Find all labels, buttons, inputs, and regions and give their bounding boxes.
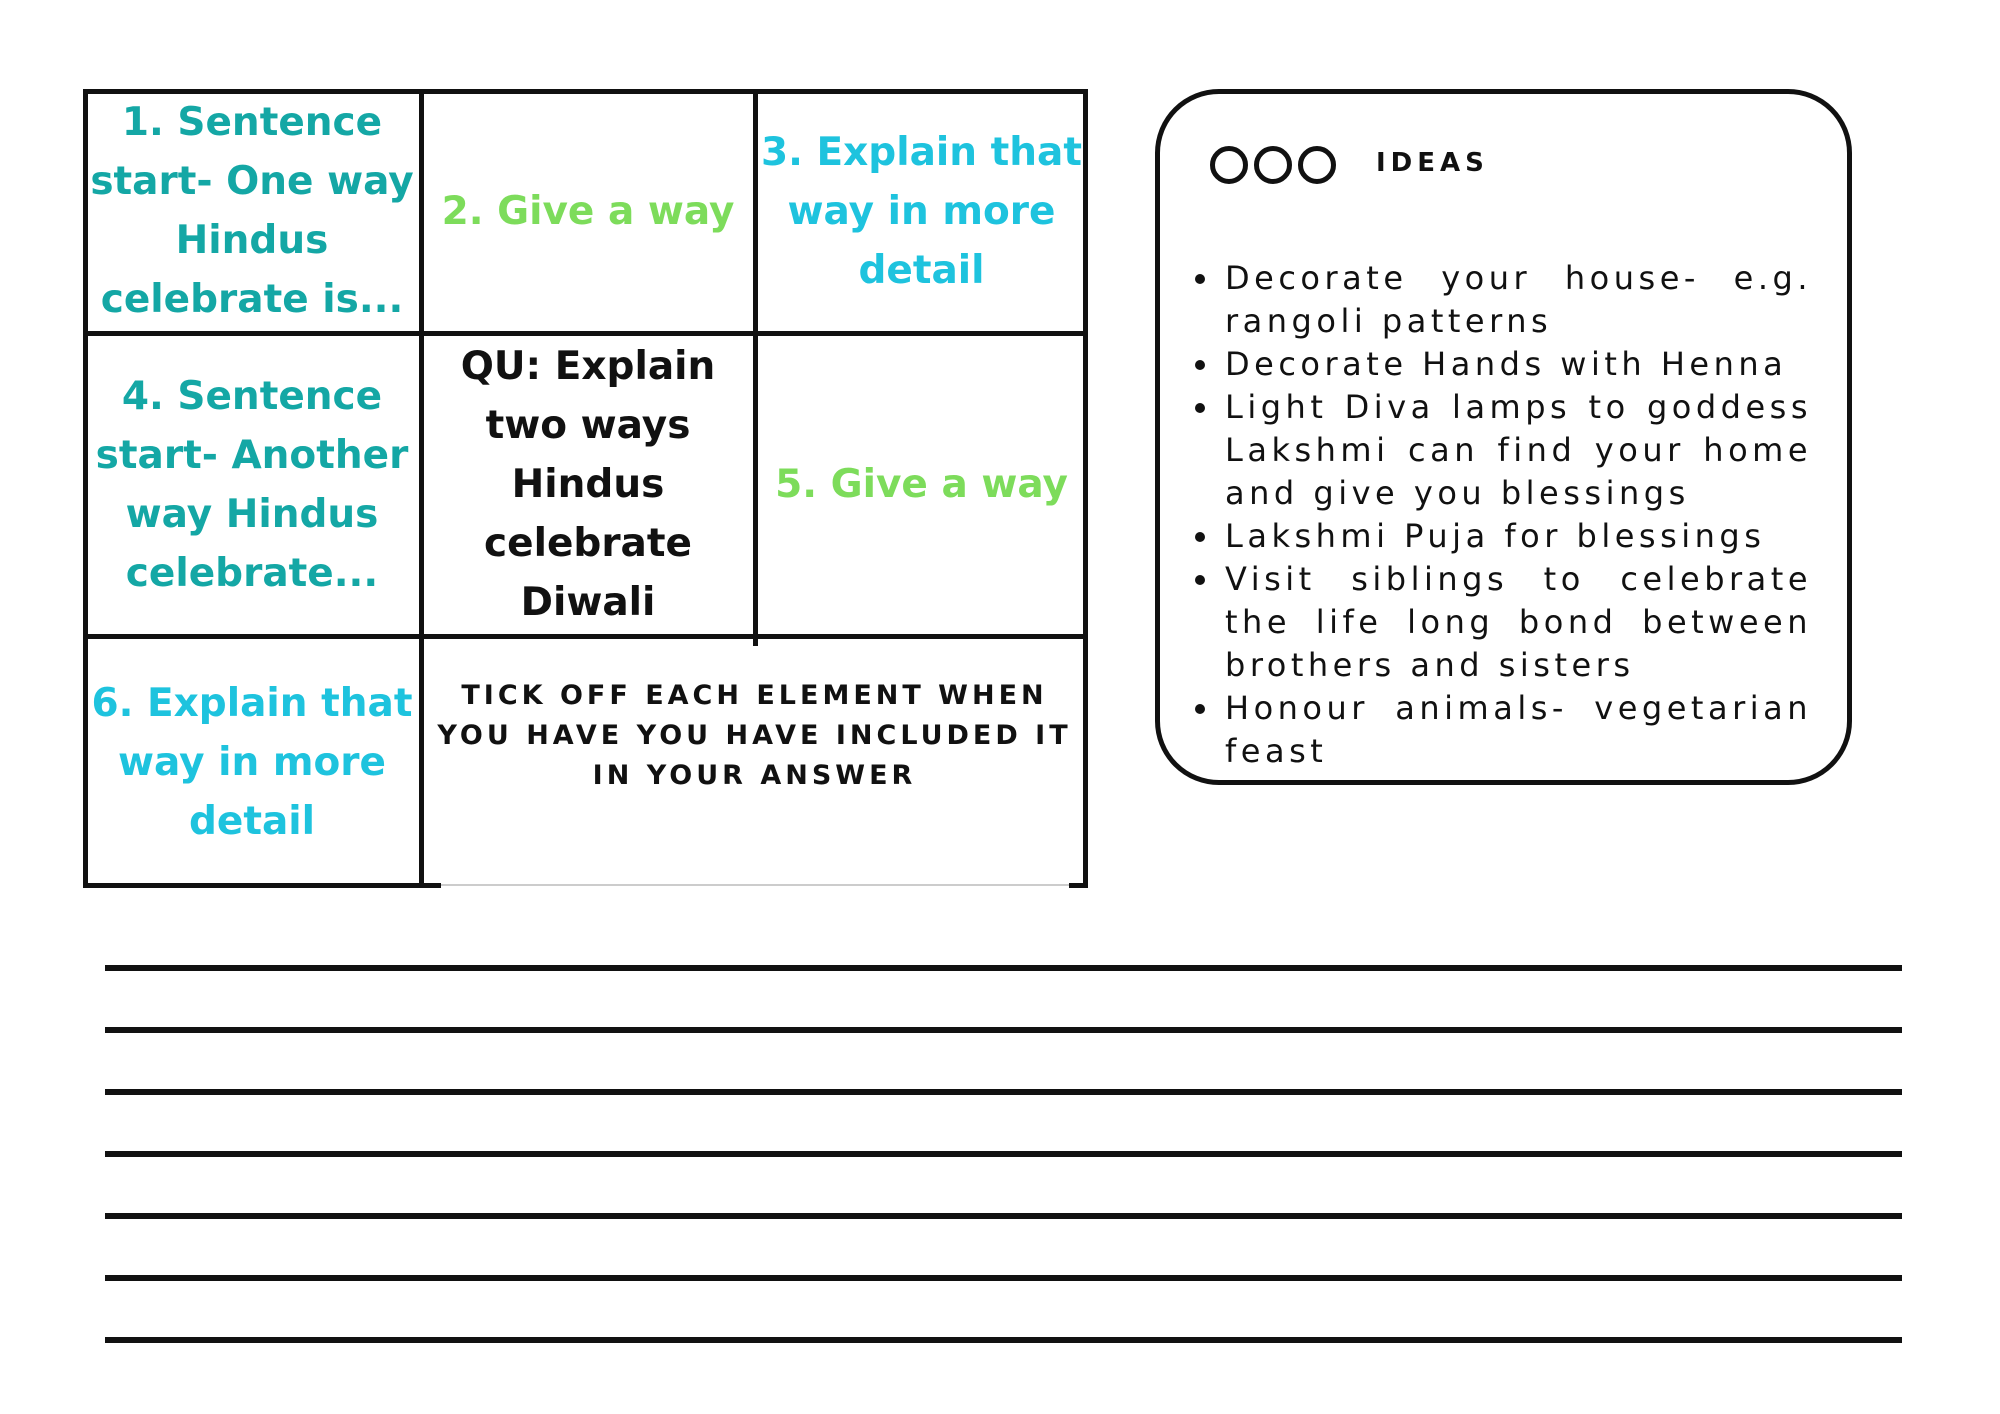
cell-explain-more-detail-2 xyxy=(83,636,421,888)
cell-line: celebrate... xyxy=(125,550,379,596)
circle-icon xyxy=(1210,146,1248,184)
bullet-icon xyxy=(1195,274,1205,284)
cell-give-a-way-2 xyxy=(755,333,1088,636)
list-item xyxy=(1195,558,1812,687)
cell-line: detail xyxy=(858,247,985,293)
cell-line: 3. Explain that xyxy=(760,129,1082,175)
writing-line xyxy=(105,1213,1902,1219)
bullet-icon xyxy=(1195,532,1205,542)
writing-line xyxy=(105,1027,1902,1033)
idea-text: Light Diva lamps to goddess Lakshmi can find your home and give you blessings xyxy=(1225,388,1812,512)
circle-icon xyxy=(1254,146,1292,184)
question-line: celebrate xyxy=(484,521,692,566)
window-dots xyxy=(1210,146,1336,184)
bullet-icon xyxy=(1195,403,1205,413)
cell-give-a-way-1 xyxy=(421,89,755,333)
writing-line xyxy=(105,1337,1902,1343)
idea-text: Decorate Hands with Henna xyxy=(1225,345,1788,383)
circle-icon xyxy=(1298,146,1336,184)
writing-line xyxy=(105,965,1902,971)
cell-line: detail xyxy=(188,798,316,844)
ideas-panel xyxy=(1155,89,1852,785)
cell-line: 2. Give a way xyxy=(441,188,735,234)
idea-text: Honour animals- vegetarian feast xyxy=(1225,689,1812,770)
question-line: Hindus xyxy=(511,462,665,507)
cell-line: 4. Sentence xyxy=(121,373,383,419)
prompt-grid xyxy=(83,89,1088,888)
cell-line: start- One way xyxy=(90,159,414,204)
tick-off-instruction xyxy=(421,636,1088,888)
instruction-line: YOU HAVE YOU HAVE INCLUDED IT xyxy=(437,720,1072,751)
ideas-title: IDEAS xyxy=(1376,148,1489,178)
question-line: QU: Explain xyxy=(460,344,716,389)
bullet-icon xyxy=(1195,575,1205,585)
idea-text: Visit siblings to celebrate the life long bond between brothers and sisters xyxy=(1225,560,1812,684)
cell-line: Hindus xyxy=(175,218,329,263)
writing-line xyxy=(105,1275,1902,1281)
list-item xyxy=(1195,257,1812,343)
cell-line: 1. Sentence xyxy=(121,100,383,145)
cell-line: 6. Explain that xyxy=(91,680,413,726)
bullet-icon xyxy=(1195,360,1205,370)
list-item xyxy=(1195,386,1812,515)
list-item xyxy=(1195,515,1812,558)
cell-line: celebrate is... xyxy=(100,277,404,322)
question-line: Diwali xyxy=(520,580,656,625)
instruction-line: TICK OFF EACH ELEMENT WHEN xyxy=(461,680,1048,711)
cell-question xyxy=(421,333,755,636)
idea-text: Lakshmi Puja for blessings xyxy=(1225,517,1766,555)
bullet-icon xyxy=(1195,704,1205,714)
cell-line: way Hindus xyxy=(125,491,379,537)
cell-line: way in more xyxy=(118,739,386,785)
cell-sentence-start-one-way xyxy=(83,89,421,333)
question-line: two ways xyxy=(485,403,691,448)
cell-sentence-start-another-way xyxy=(83,333,421,636)
cell-line: start- Another xyxy=(95,432,409,478)
cell-explain-more-detail-1 xyxy=(755,89,1088,333)
writing-line xyxy=(105,1089,1902,1095)
instruction-line: IN YOUR ANSWER xyxy=(592,760,917,791)
idea-text: Decorate your house- e.g. rangoli patterns xyxy=(1225,259,1812,340)
cell-line: way in more xyxy=(787,188,1056,234)
cell-line: 5. Give a way xyxy=(775,462,1068,507)
list-item xyxy=(1195,343,1812,386)
list-item xyxy=(1195,687,1812,773)
writing-line xyxy=(105,1151,1902,1157)
ideas-list xyxy=(1195,257,1812,773)
